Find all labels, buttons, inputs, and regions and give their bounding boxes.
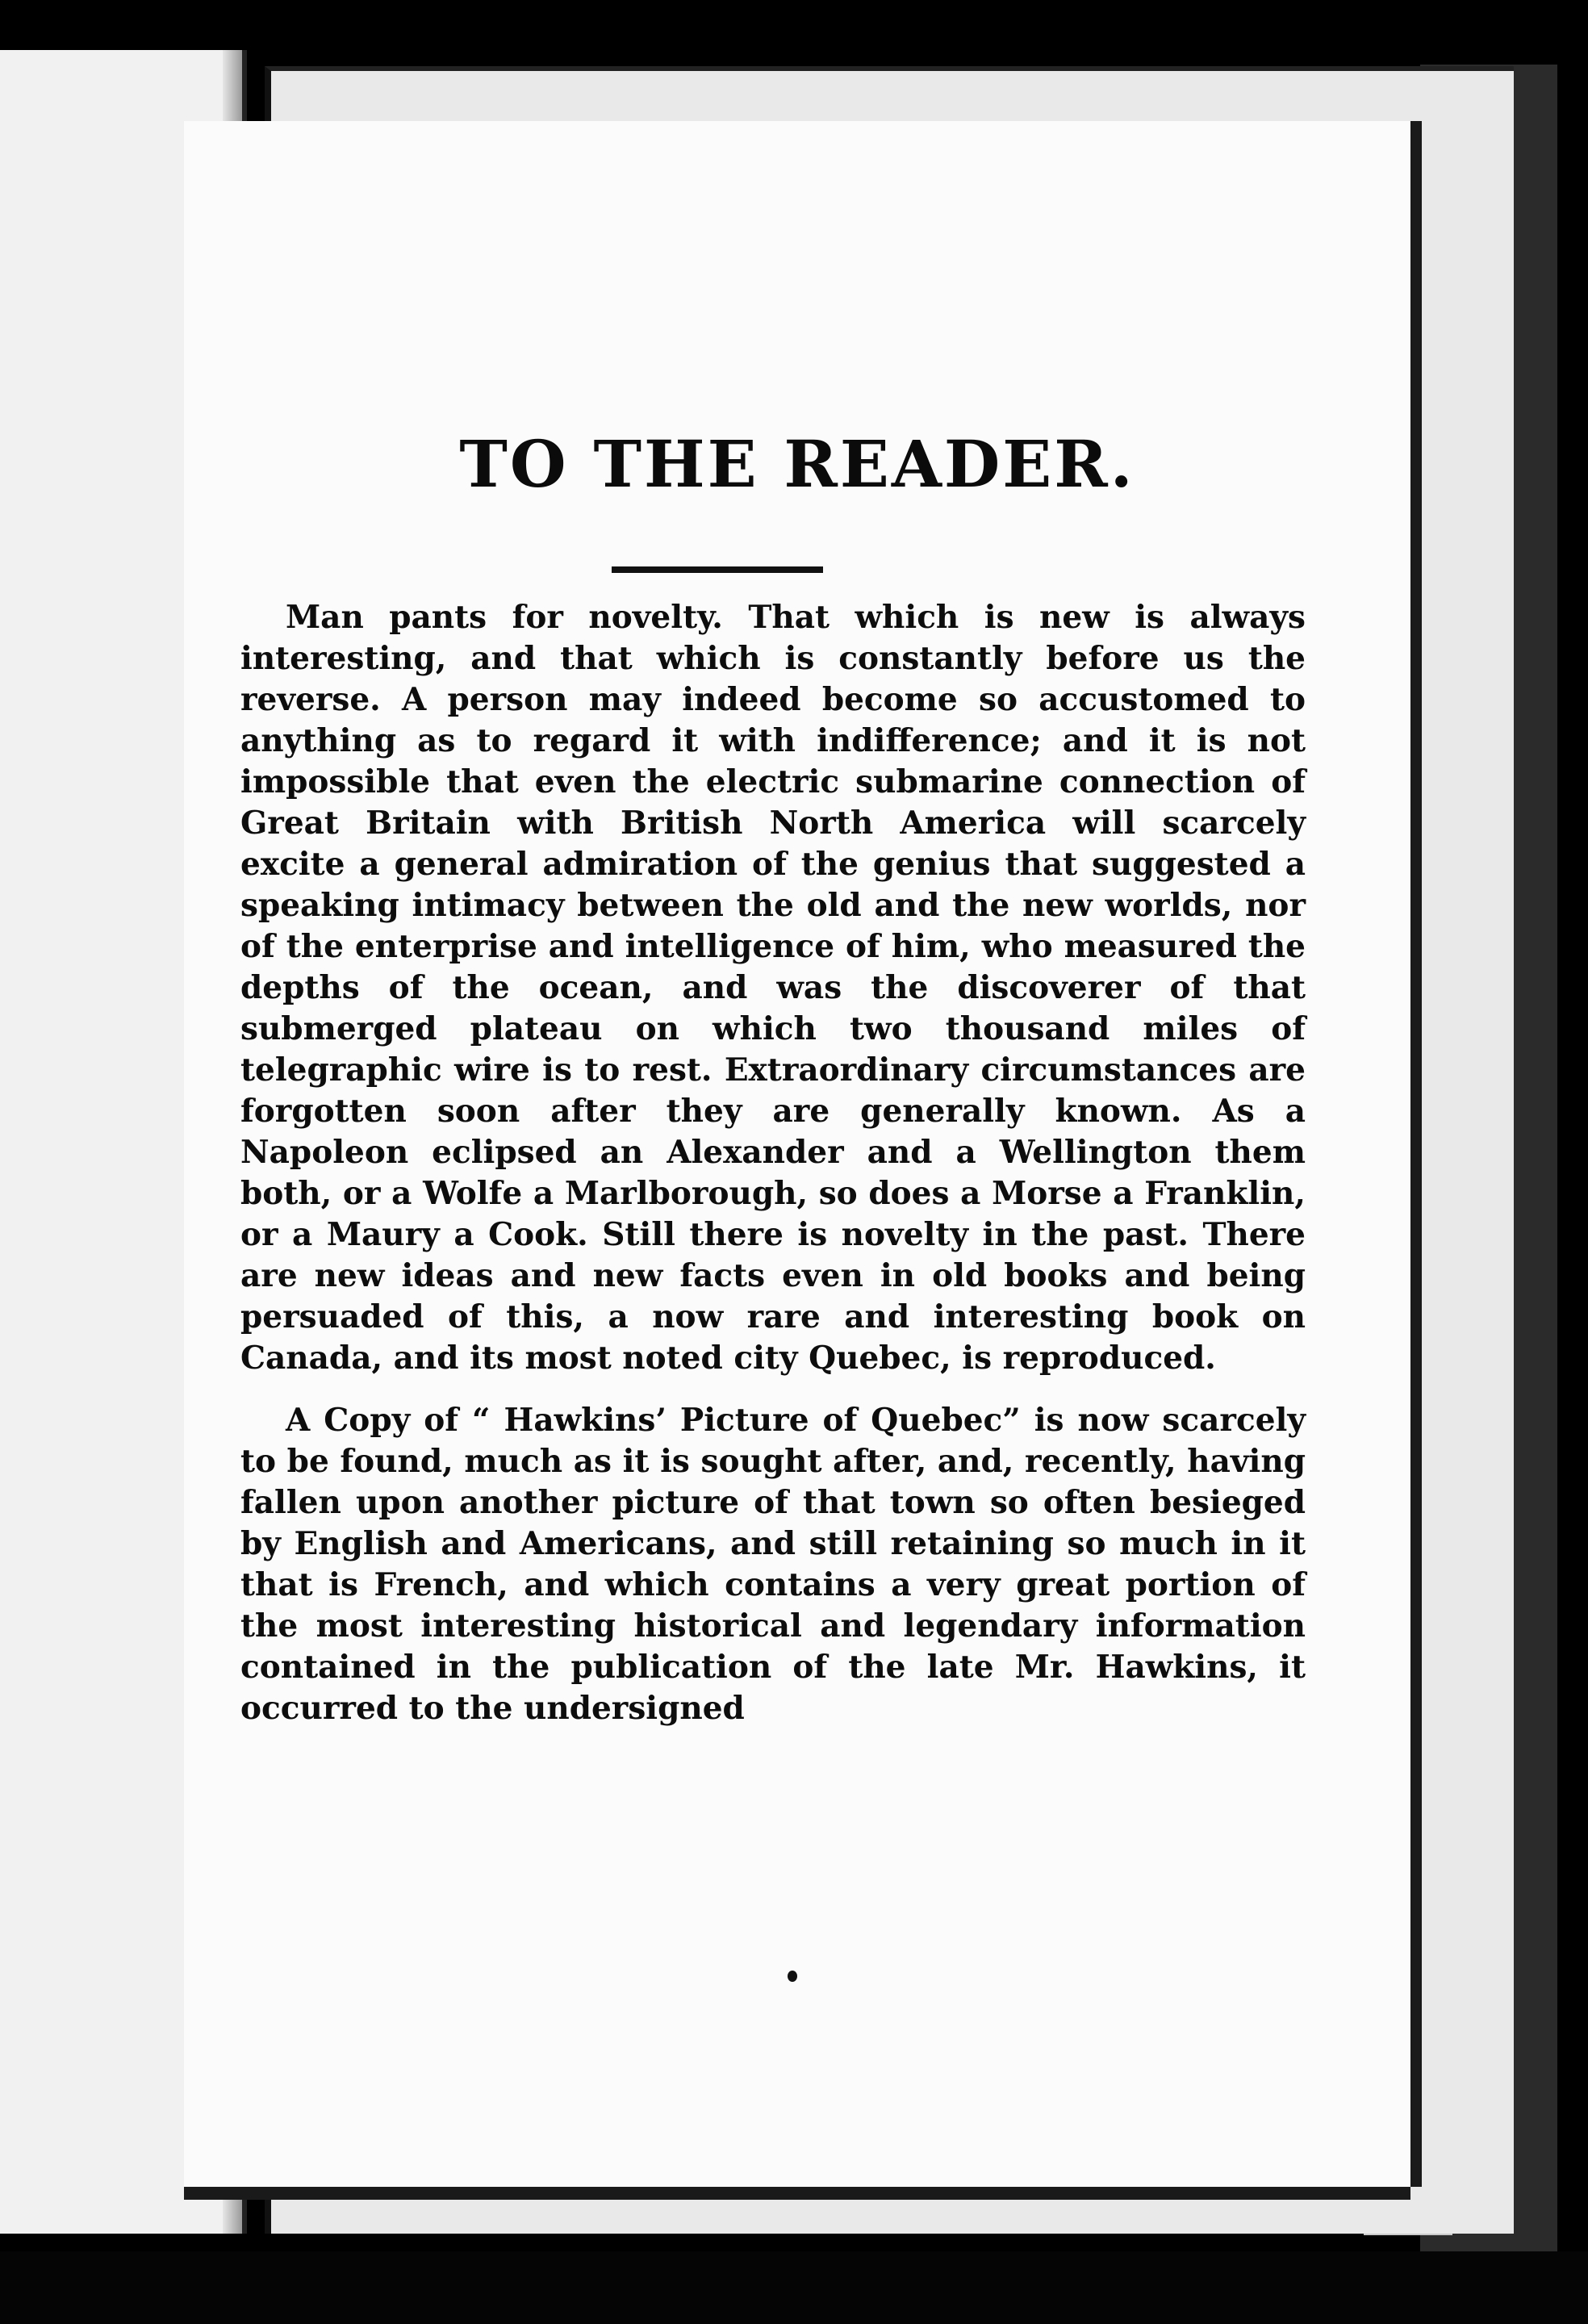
book-page [184, 121, 1410, 2187]
page-title: TO THE READER. [459, 426, 1135, 502]
paragraph-2: A Copy of “ Hawkins’ Picture of Quebec” is now scarcely to be found, much as it is sought after, and, recently, having fallen upon another picture of that town so often besieged by English and Americans, and still retaining so much in it that is French, and which contains a very great portion of the most interesting historical and legendary information contained in the publication of the late Mr. Hawkins, it occurred to the undersigned [240, 1402, 1306, 1727]
bottom-shadow [0, 2251, 1588, 2324]
body-text [240, 597, 1306, 1750]
title-rule [612, 566, 823, 573]
paragraph-1: Man pants for novelty. That which is new is always interesting, and that which is constantly before us the reverse. A person may indeed become so accustomed to anything as to regard it with indifference; and it is not impossible that even the electric submarine connection of Great Britain with British North America will scarcely excite a general admiration of the genius that suggested a speaking intimacy between the old and the new worlds, nor of the enterprise and intelligence of him, who measured the depths of the ocean, and was the discoverer of that submerged plateau on which two thousand miles of telegraphic wire is to rest. Extraordinary circumstances are forgotten soon after they are generally known. As a Napoleon eclipsed an Alexander and a Wellington them both, or a Wolfe a Marlborough, so does a Morse a Franklin, or a Maury a Cook. Still there is novelty in the past. There are new ideas and new facts even in old books and being persuaded of this, a now rare and interesting book on Canada, and its most noted city Quebec, is reproduced. [240, 599, 1306, 1377]
ink-dot [788, 1971, 797, 1982]
